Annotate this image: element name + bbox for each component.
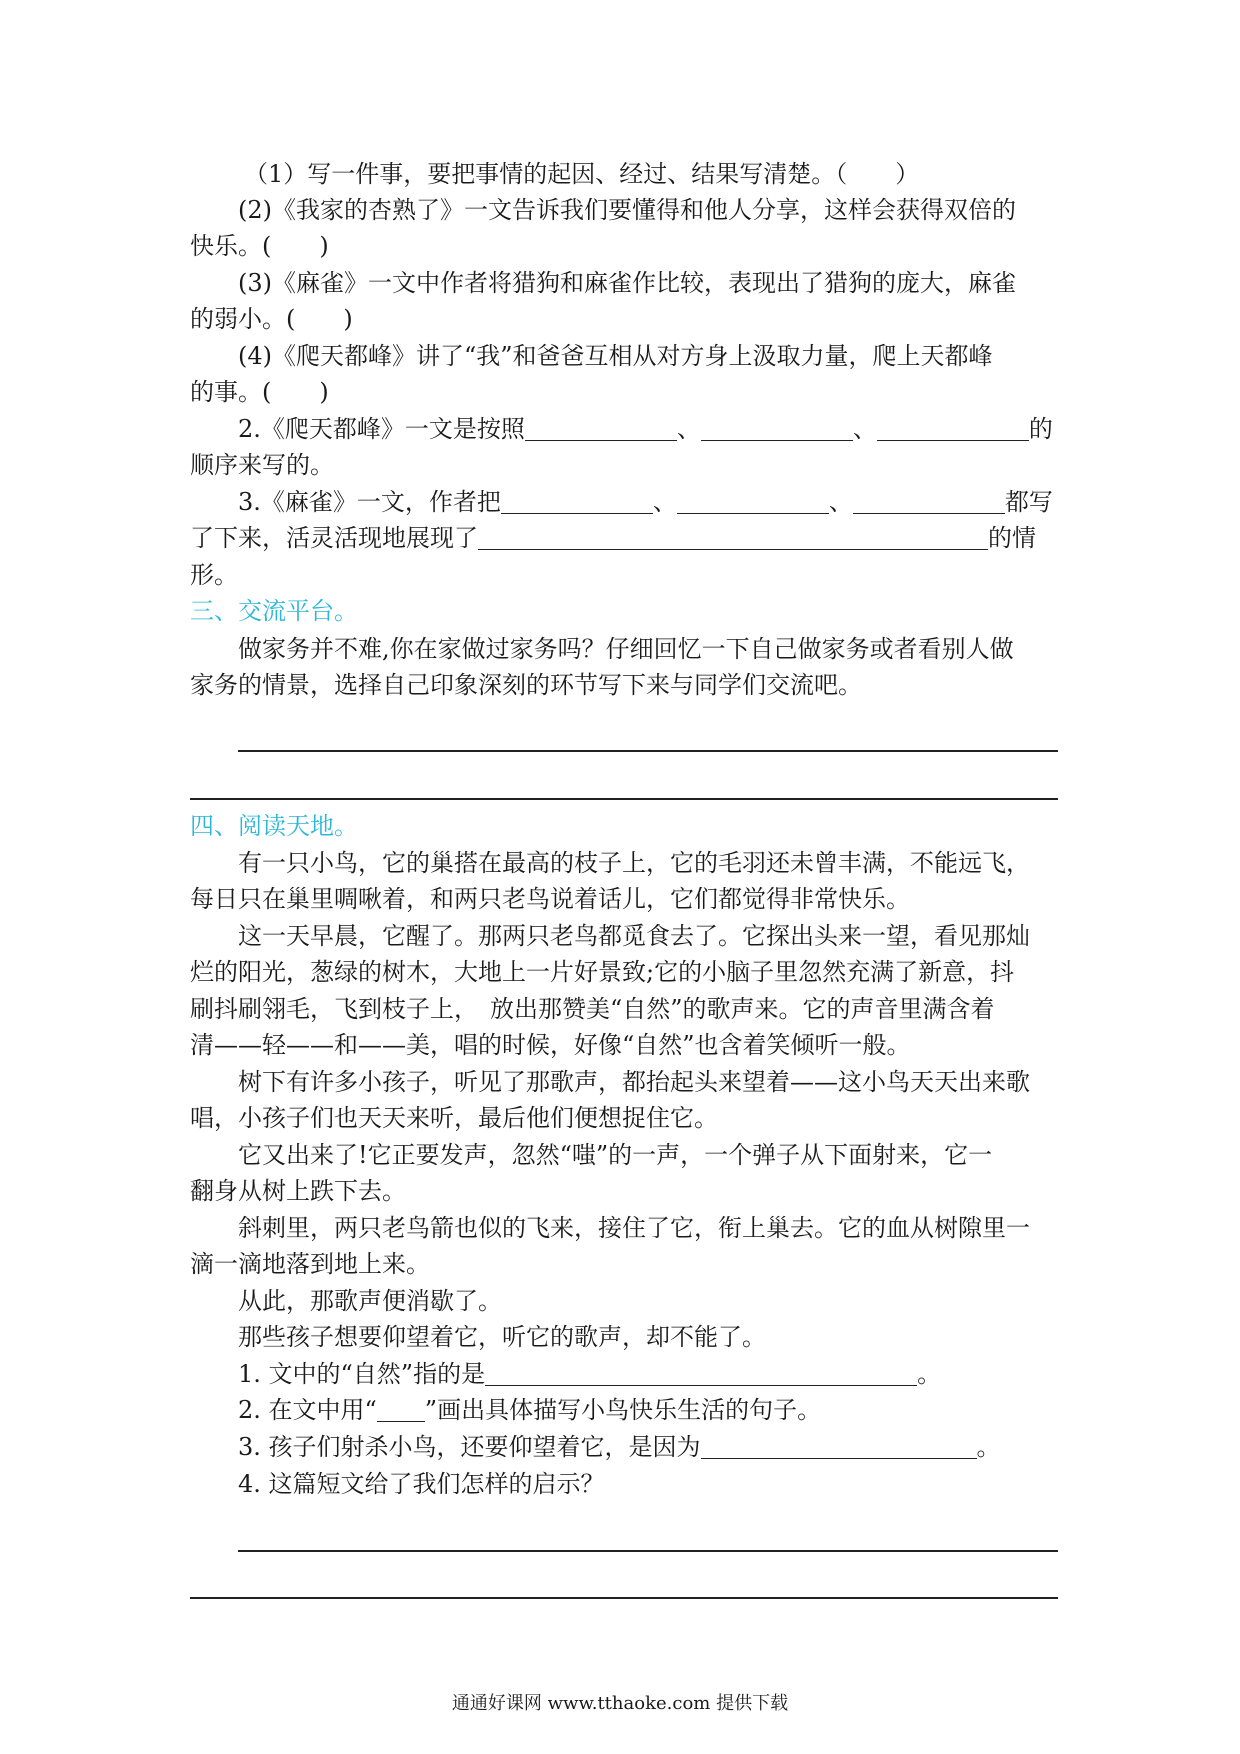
separator: 、 <box>828 488 853 516</box>
fill-q3-prefix: 3.《麻雀》一文，作者把 <box>238 488 501 516</box>
reading-q1-suffix: 。 <box>917 1360 942 1388</box>
reading-q3-blank[interactable] <box>701 1434 977 1459</box>
fill-q3-blank-4[interactable] <box>478 525 988 550</box>
footer-credit: 通通好课网 www.tthaoke.com 提供下载 <box>451 1693 789 1714</box>
separator: 、 <box>676 415 701 443</box>
passage-line: 这一天早晨，它醒了。那两只老鸟都觅食去了。它探出头来一望，看见那灿 <box>238 922 1030 950</box>
fill-q3-line3: 形。 <box>190 561 238 589</box>
passage-line: 从此，那歌声便消歇了。 <box>238 1287 502 1315</box>
passage-line: 刷抖刷翎毛，飞到枝子上， 放出那赞美“自然”的歌声来。它的声音里满含着 <box>190 995 995 1023</box>
answer-line[interactable] <box>238 1550 1058 1552</box>
reading-q2-suffix: ”画出具体描写小鸟快乐生活的句子。 <box>424 1396 822 1424</box>
fill-q3-line2-suffix: 的情 <box>988 524 1036 552</box>
judge-q2-line1: (2)《我家的杏熟了》一文告诉我们要懂得和他人分享，这样会获得双倍的 <box>238 196 1016 224</box>
answer-line[interactable] <box>190 798 1058 800</box>
passage-line: 每日只在巢里啁啾着，和两只老鸟说着话儿，它们都觉得非常快乐。 <box>190 885 910 913</box>
separator: 、 <box>652 488 677 516</box>
fill-q2-prefix: 2.《爬天都峰》一文是按照 <box>238 415 525 443</box>
judge-q2-line2: 快乐。( ) <box>190 232 329 260</box>
passage-line: 有一只小鸟，它的巢搭在最高的枝子上，它的毛羽还未曾丰满，不能远飞， <box>238 849 1030 877</box>
fill-q3-line1 <box>190 485 1106 519</box>
reading-q2-prefix: 2. 在文中用“ <box>238 1396 377 1424</box>
answer-line[interactable] <box>238 750 1058 752</box>
section3-heading: 三、交流平台。 <box>190 597 358 625</box>
passage-line: 那些孩子想要仰望着它，听它的歌声，却不能了。 <box>238 1323 766 1351</box>
fill-q2-blank-3[interactable] <box>877 416 1029 441</box>
fill-q3-blank-3[interactable] <box>853 489 1005 514</box>
fill-q3-line2 <box>190 521 1058 555</box>
fill-q2-blank-1[interactable] <box>525 416 677 441</box>
judge-q3-line1: (3)《麻雀》一文中作者将猎狗和麻雀作比较，表现出了猎狗的庞大，麻雀 <box>238 269 1016 297</box>
fill-q2-suffix: 的 <box>1028 415 1053 443</box>
fill-q3-blank-2[interactable] <box>677 489 829 514</box>
passage-line: 它又出来了!它正要发声，忽然“嗤”的一声，一个弹子从下面射来，它一 <box>238 1141 993 1169</box>
reading-q3 <box>190 1430 1106 1464</box>
reading-q1-prefix: 1. 文中的“自然”指的是 <box>238 1360 486 1388</box>
reading-q3-prefix: 3. 孩子们射杀小鸟，还要仰望着它，是因为 <box>238 1433 701 1461</box>
fill-q2-line1 <box>190 412 1106 446</box>
passage-line: 翻身从树上跌下去。 <box>190 1177 406 1205</box>
section3-paragraph-line1: 做家务并不难,你在家做过家务吗？仔细回忆一下自己做家务或者看别人做 <box>238 635 1014 663</box>
fill-q2-blank-2[interactable] <box>701 416 853 441</box>
reading-q2 <box>190 1393 1106 1427</box>
passage-line: 斜刺里，两只老鸟箭也似的飞来，接住了它，衔上巢去。它的血从树隙里一 <box>238 1214 1030 1242</box>
passage-line: 滴一滴地落到地上来。 <box>190 1250 430 1278</box>
reading-q1-blank[interactable] <box>485 1361 917 1386</box>
passage-line: 烂的阳光，葱绿的树木，大地上一片好景致;它的小脑子里忽然充满了新意，抖 <box>190 958 1015 986</box>
fill-q3-blank-1[interactable] <box>501 489 653 514</box>
passage-line: 清——轻——和——美，唱的时候，好像“自然”也含着笑倾听一般。 <box>190 1031 911 1059</box>
judge-q4-line1: (4)《爬天都峰》讲了“我”和爸爸互相从对方身上汲取力量，爬上天都峰 <box>238 342 993 370</box>
separator: 、 <box>852 415 877 443</box>
section3-paragraph-line2: 家务的情景，选择自己印象深刻的环节写下来与同学们交流吧。 <box>190 671 862 699</box>
reading-q1 <box>190 1357 1106 1391</box>
section4-heading: 四、阅读天地。 <box>190 812 358 840</box>
judge-q1: （1）写一件事，要把事情的起因、经过、结果写清楚。（ ） <box>244 160 920 188</box>
reading-q3-suffix: 。 <box>976 1433 1001 1461</box>
reading-q4: 4. 这篇短文给了我们怎样的启示？ <box>238 1470 605 1498</box>
passage-line: 唱，小孩子们也天天来听，最后他们便想捉住它。 <box>190 1104 718 1132</box>
judge-q3-line2: 的弱小。( ) <box>190 305 353 333</box>
answer-line[interactable] <box>190 1597 1058 1599</box>
fill-q2-line2: 顺序来写的。 <box>190 451 334 479</box>
underline-sample <box>377 1397 425 1422</box>
fill-q3-line2-prefix: 了下来，活灵活现地展现了 <box>190 524 478 552</box>
passage-line: 树下有许多小孩子，听见了那歌声，都抬起头来望着——这小鸟天天出来歌 <box>238 1068 1030 1096</box>
fill-q3-suffix: 都写 <box>1004 488 1053 516</box>
judge-q4-line2: 的事。( ) <box>190 378 329 406</box>
